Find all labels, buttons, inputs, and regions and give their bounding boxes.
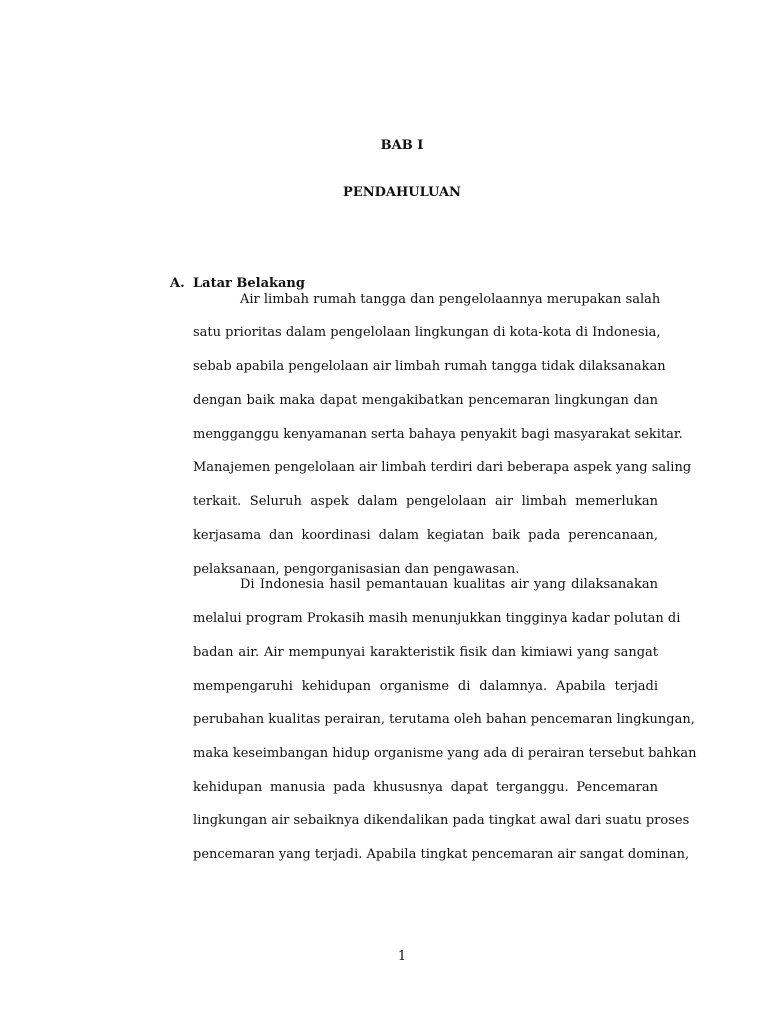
paragraph-line: melalui program Prokasih masih menunjukkan tingginya kadar polutan di xyxy=(193,611,681,626)
paragraph-line: mengganggu kenyamanan serta bahaya penyakit bagi masyarakat sekitar. xyxy=(193,427,683,442)
paragraph-line: maka keseimbangan hidup organisme yang ada di perairan tersebut bahkan xyxy=(193,746,697,761)
paragraph-line: perubahan kualitas perairan, terutama oleh bahan pencemaran lingkungan, xyxy=(193,712,695,727)
paragraph-line: pencemaran yang terjadi. Apabila tingkat pencemaran air sangat dominan, xyxy=(193,847,690,862)
paragraph-line: satu prioritas dalam pengelolaan lingkungan di kota-kota di Indonesia, xyxy=(193,325,661,340)
paragraph-line: Air limbah rumah tangga dan pengelolaannya merupakan salah xyxy=(240,292,661,307)
chapter-title: PENDAHULUAN xyxy=(343,185,461,200)
paragraph-line: Di Indonesia hasil pemantauan kualitas air yang dilaksanakan xyxy=(240,577,658,592)
paragraph-line: badan air. Air mempunyai karakteristik fisik dan kimiawi yang sangat xyxy=(193,645,658,660)
paragraph-line: sebab apabila pengelolaan air limbah rumah tangga tidak dilaksanakan xyxy=(193,359,666,374)
section-heading xyxy=(170,276,305,292)
paragraph-line: kehidupan manusia pada khususnya dapat terganggu. Pencemaran xyxy=(193,780,658,795)
section-marker: A. xyxy=(170,276,185,291)
page-number: 1 xyxy=(397,949,407,964)
paragraph-line: dengan baik maka dapat mengakibatkan pencemaran lingkungan dan xyxy=(193,393,658,408)
paragraph-line: pelaksanaan, pengorganisasian dan pengawasan. xyxy=(193,562,520,577)
section-title: Latar Belakang xyxy=(193,276,305,291)
paragraph-line: terkait. Seluruh aspek dalam pengelolaan air limbah memerlukan xyxy=(193,494,658,509)
paragraph-line: kerjasama dan koordinasi dalam kegiatan baik pada perencanaan, xyxy=(193,528,658,543)
paragraph-line: Manajemen pengelolaan air limbah terdiri dari beberapa aspek yang saling xyxy=(193,460,692,475)
chapter-number: BAB I xyxy=(380,138,424,153)
paragraph-line: mempengaruhi kehidupan organisme di dalamnya. Apabila terjadi xyxy=(193,679,658,694)
paragraph-line: lingkungan air sebaiknya dikendalikan pada tingkat awal dari suatu proses xyxy=(193,813,690,828)
